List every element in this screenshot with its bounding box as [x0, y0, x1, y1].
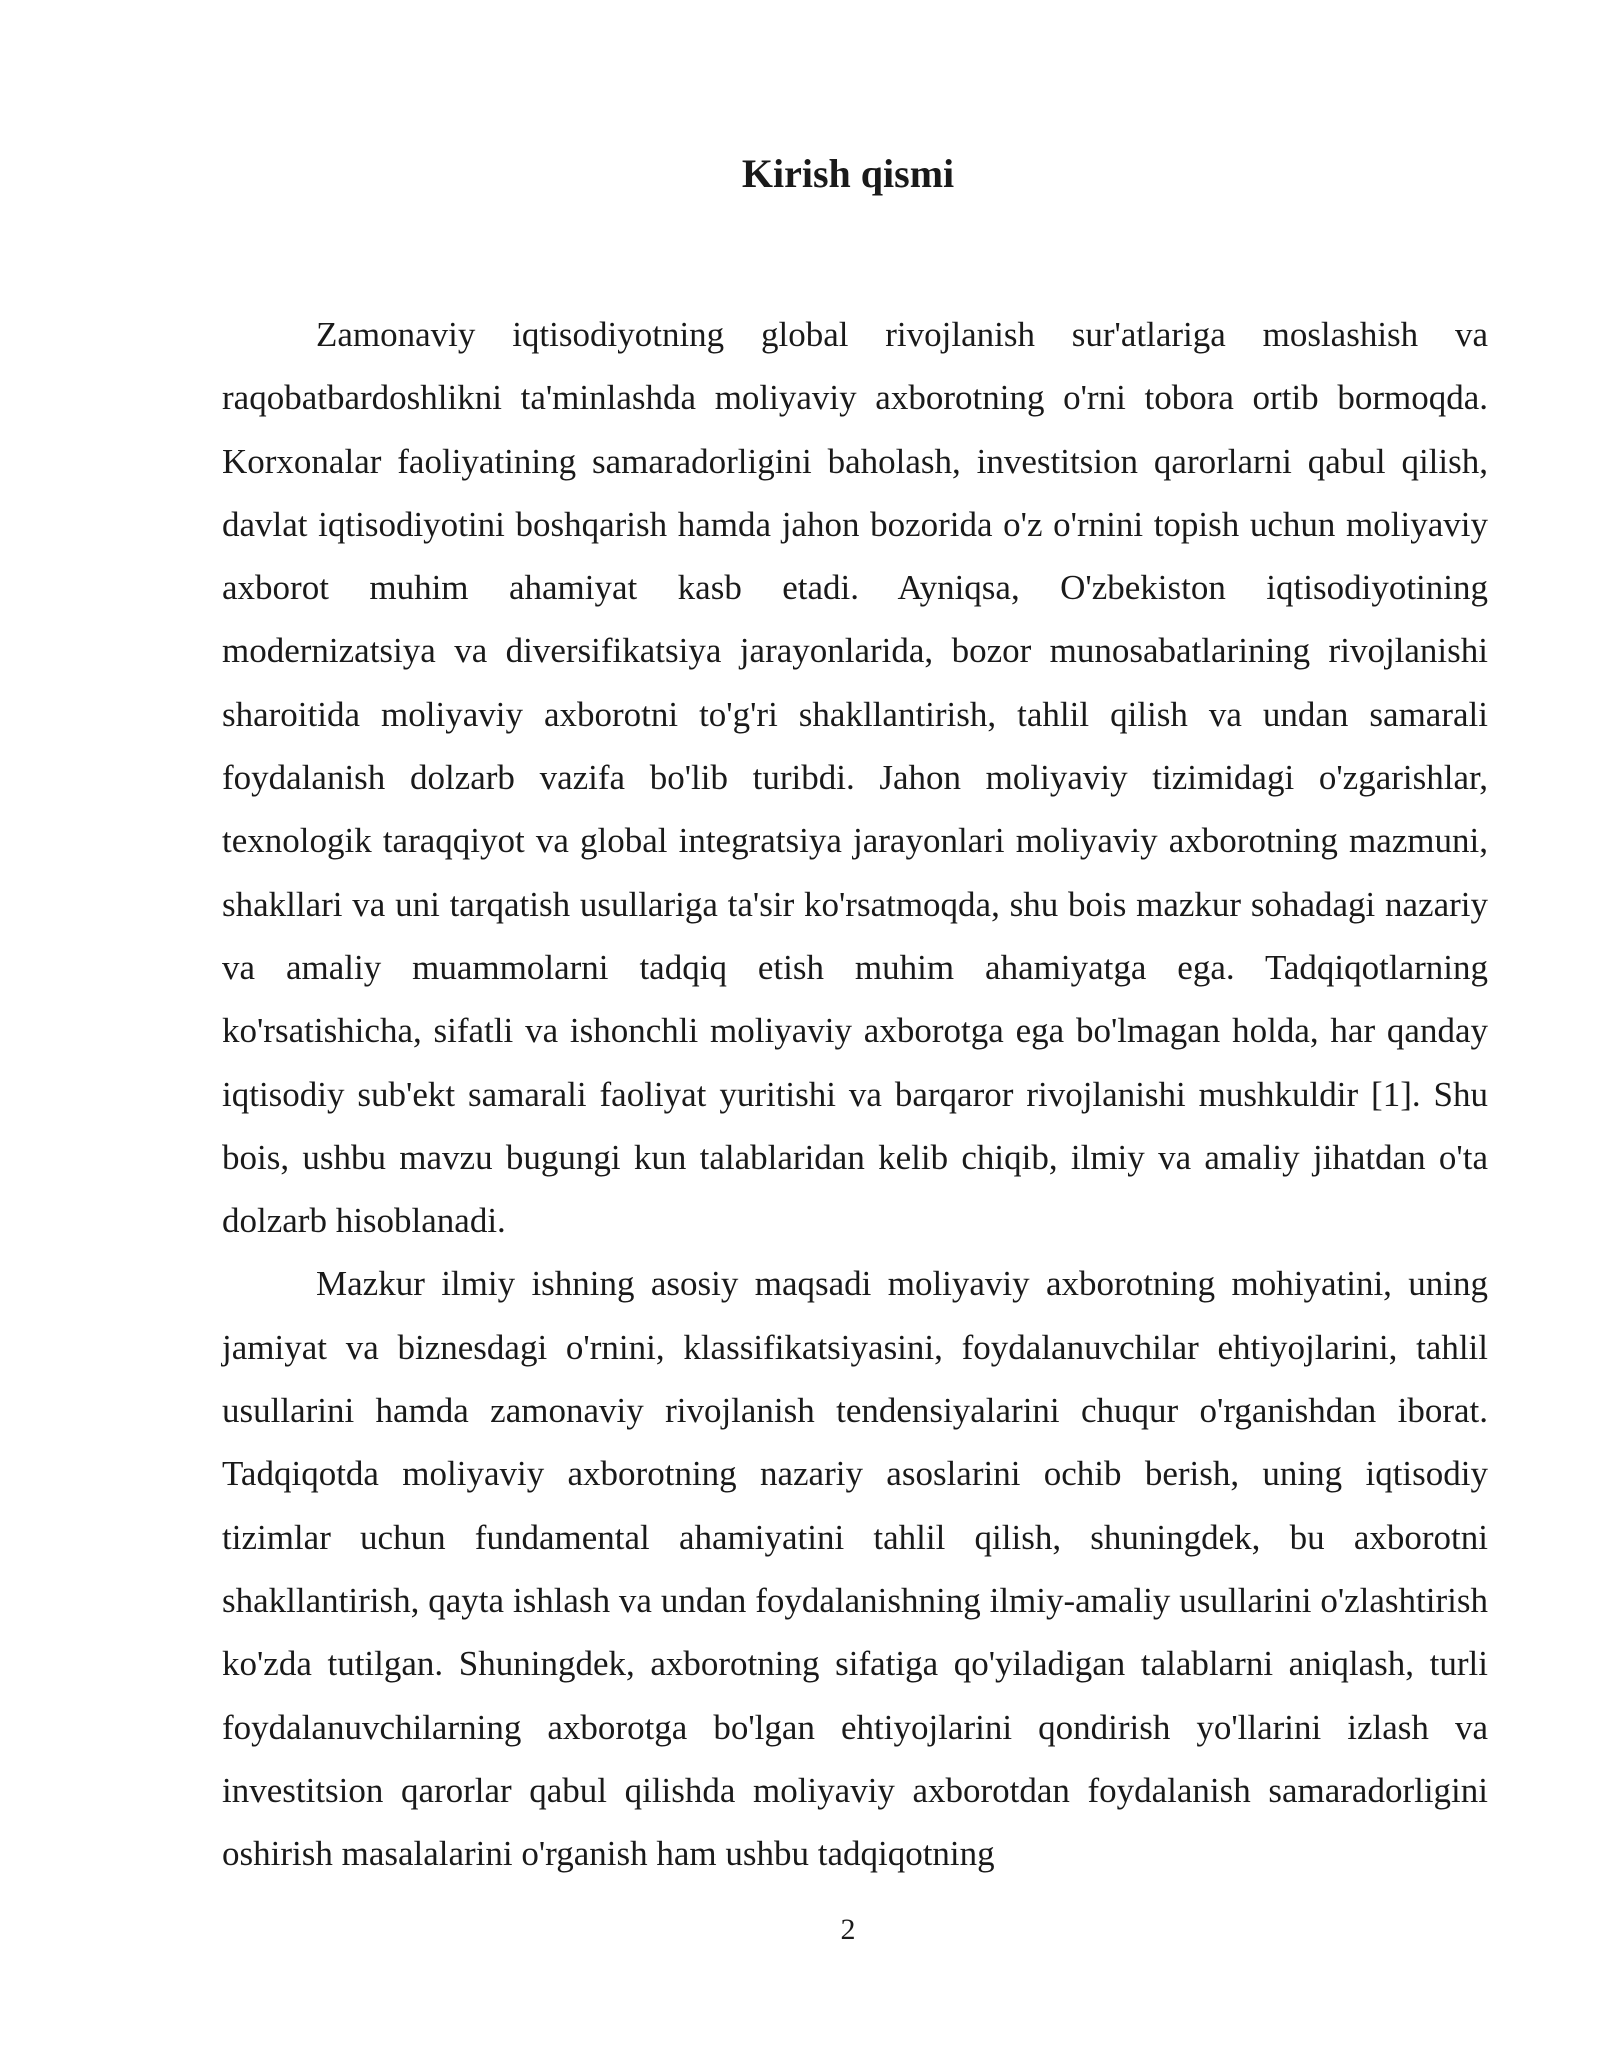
- paragraph-2: Mazkur ilmiy ishning asosiy maqsadi moliyaviy axborotning mohiyatini, uning jamiyat va biznesdagi o'rnini, klassifikatsiyasini, foydalanuvchilar ehtiyojlarini, tahlil usullarini hamda zamonaviy rivojlanish tendensiyalarini chuqur o'rganishdan iborat. Tadqiqotda moliyaviy axborotning nazariy asoslarini ochib berish, uning iqtisodiy tizimlar uchun fundamental ahamiyatini tahlil qilish, shuningdek, bu axborotni shakllantirish, qayta ishlash va undan foydalanishning ilmiy-amaliy usullarini o'zlashtirish ko'zda tutilgan. Shuningdek, axborotning sifatiga qo'yiladigan talablarni aniqlash, turli foydalanuvchilarning axborotga bo'lgan ehtiyojlarini qondirish yo'llarini izlash va investitsion qarorlar qabul qilishda moliyaviy axborotdan foydalanish samaradorligini oshirish masalalarini o'rganish ham ushbu tadqiqotning: [222, 1264, 1488, 1874]
- paragraph-1: Zamonaviy iqtisodiyotning global rivojlanish sur'atlariga moslashish va raqobatbardoshlikni ta'minlashda moliyaviy axborotning o'rni tobora ortib bormoqda. Korxonalar faoliyatining samaradorligini baholash, investitsion qarorlarni qabul qilish, davlat iqtisodiyotini boshqarish hamda jahon bozorida o'z o'rnini topish uchun moliyaviy axborot muhim ahamiyat kasb etadi. Ayniqsa, O'zbekiston iqtisodiyotining modernizatsiya va diversifikatsiya jarayonlarida, bozor munosabatlarining rivojlanishi sharoitida moliyaviy axborotni to'g'ri shakllantirish, tahlil qilish va undan samarali foydalanish dolzarb vazifa bo'lib turibdi. Jahon moliyaviy tizimidagi o'zgarishlar, texnologik taraqqiyot va global integratsiya jarayonlari moliyaviy axborotning mazmuni, shakllari va uni tarqatish usullariga ta'sir ko'rsatmoqda, shu bois mazkur sohadagi nazariy va amaliy muammolarni tadqiq etish muhim ahamiyatga ega. Tadqiqotlarning ko'rsatishicha, sifatli va ishonchli moliyaviy axborotga ega bo'lmagan holda, har qanday iqtisodiy sub'ekt samarali faoliyat yuritishi va barqaror rivojlanishi mushkuldir [1]. Shu bois, ushbu mavzu bugungi kun talablaridan kelib chiqib, ilmiy va amaliy jihatdan o'ta dolzarb hisoblanadi.: [222, 315, 1488, 1241]
- page-number: 2: [840, 1913, 856, 1946]
- page-title: Kirish qismi: [741, 151, 955, 196]
- body-text: [222, 303, 1488, 1885]
